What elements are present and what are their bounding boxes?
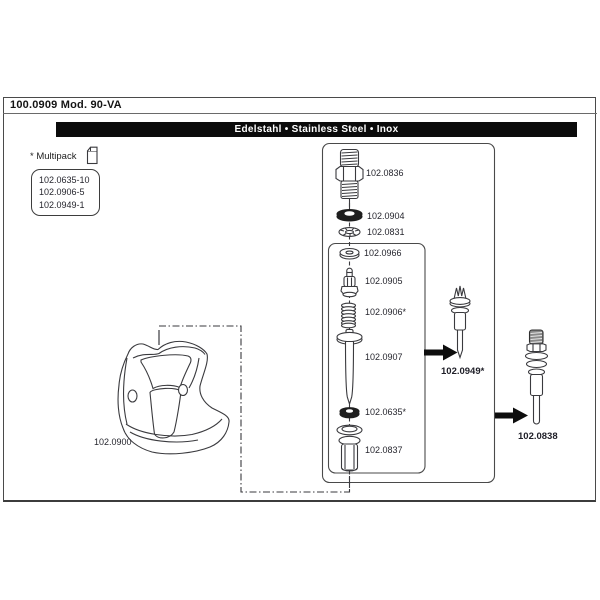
valve-disc-drawing <box>340 249 359 260</box>
part-label-body: 102.0900 <box>94 437 132 447</box>
part-label: 102.0905 <box>365 276 403 286</box>
multipack-item: 102.0635-10 <box>39 174 90 185</box>
multipack-label: * Multipack <box>30 151 77 162</box>
material-banner: Edelstahl • Stainless Steel • Inox <box>56 122 577 137</box>
part-label: 102.0837 <box>365 445 403 455</box>
lock-washer-drawing <box>339 228 360 237</box>
part-label: 102.0635* <box>365 407 407 417</box>
multipack-item: 102.0906-5 <box>39 187 85 198</box>
seal-washer-small-drawing <box>340 408 359 418</box>
part-label: 102.0831 <box>367 227 405 237</box>
part-label: 102.0836 <box>366 168 404 178</box>
spare-pin-0838-drawing <box>526 330 548 424</box>
part-label-spare: 102.0949* <box>441 366 485 377</box>
part-label: 102.0966 <box>364 248 402 258</box>
page-title: 100.0909 Mod. 90-VA <box>10 99 122 111</box>
part-label-spare: 102.0838 <box>518 431 558 442</box>
seal-washer-drawing <box>337 210 362 221</box>
part-label: 102.0904 <box>367 211 405 221</box>
part-label: 102.0906* <box>365 307 407 317</box>
part-label: 102.0907 <box>365 352 403 362</box>
multipack-item: 102.0949-1 <box>39 200 85 211</box>
spring-drawing <box>342 303 356 328</box>
arrow-right-icon <box>495 408 528 424</box>
drinking-bowl-drawing <box>118 341 229 453</box>
